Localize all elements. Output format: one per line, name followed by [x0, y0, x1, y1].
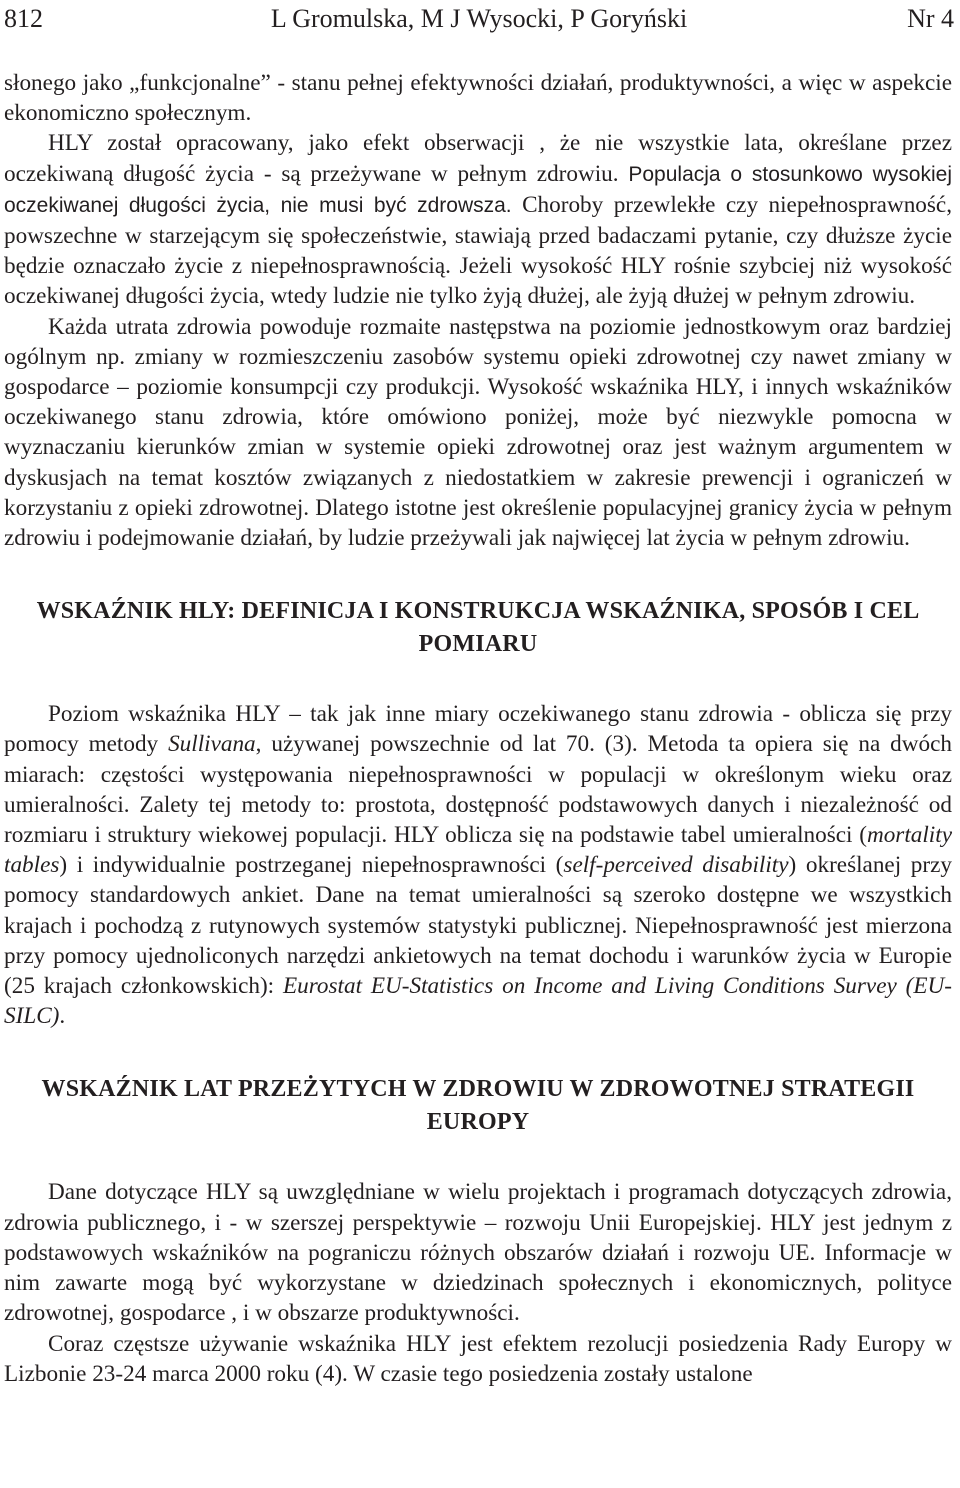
paragraph-5-text: Dane dotyczące HLY są uwzględniane w wielu projektach i programach dotyczących zdrowia, zdrowia publicznego, i - w szerszej perspektywie – rozwoju Unii Europejskiej. HLY jest jednym z podstawowych wskaźników na pograniczu różnych obszarów działań i rozwoju UE. Informacje w nim zawarte mogą być wykorzystane w dziedzinach społecznych i ekonomicznych, polityce zdrowotnej, gospodarce , i w obszarze produktywności.: [4, 1179, 952, 1327]
paragraph-2-text-b: Populacja o stosunkowo wysokiej oczekiwanej długości życia, nie musi być zdrowsza.: [4, 162, 952, 217]
paragraph-3: [4, 312, 952, 554]
paragraph-5: [4, 1177, 952, 1328]
paragraph-4-text-b: , używanej powszechnie od lat 70. (3). Metoda ta opiera się na dwóch miarach: częstości występowania niepełnosprawności w populacji w określonym wieku oraz umieralności. Zalety tej metody to: prostota, dostępność podstawowych danych i niezależność od rozmiaru i struktury wiekowej populacji. HLY oblicza się na podstawie tabel umieralności (: [4, 731, 952, 849]
paragraph-1: [4, 68, 952, 128]
header-authors: L Gromulska, M J Wysocki, P Goryński: [270, 4, 688, 33]
paragraph-1-text: słonego jako „funkcjonalne” - stanu pełnej efektywności działań, produktywności, a więc w aspekcie ekonomiczno społecznym.: [4, 70, 952, 127]
paragraph-4-text-d: ) określanej przy pomocy standardowych ankiet. Dane na temat umieralności są szeroko dostępne we wszystkich krajach i pochodzą z rutynowych systemów statystyki publicznej. Niepełnosprawność jest mierzona przy pomocy ujednoliconych narzędzi ankietowych na temat dochodu i warunków życia w Europie (25 krajach członkowskich):: [4, 852, 952, 1000]
paragraph-6-text: Coraz częstsze używanie wskaźnika HLY jest efektem rezolucji posiedzenia Rady Europy w Lizbonie 23-24 marca 2000 roku (4). W czasie tego posiedzenia zostały ustalone: [4, 1330, 952, 1387]
paragraph-4: [4, 699, 952, 1031]
issue-number: Nr 4: [907, 4, 954, 33]
page-number: 812: [4, 4, 43, 33]
paragraph-4-italic-mortality: mortality tables: [4, 822, 952, 879]
paragraph-4-text-e: .: [59, 1003, 66, 1030]
paragraph-3-text: Każda utrata zdrowia powoduje rozmaite następstwa na poziomie jednostkowym oraz bardziej ogólnym np. zmiany w rozmieszczeniu zasobów systemu opieki zdrowotnej czy nawet zmiany w gospodarce – poziomie konsumpcji czy produkcji. Wysokość wskaźnika HLY, i innych wskaźników oczekiwanego stanu zdrowia, które omówiono poniżej, może być niezwykle pomocna w wyznaczaniu kierunków zmian w systemie opieki zdrowotnej oraz jest ważnym argumentem w dyskusjach na temat kosztów związanych z niedostatkiem w zakresie prewencji i ograniczeń w korzystaniu z opieki zdrowotnej. Dlatego istotne jest określenie populacyjnej granicy życia w pełnym zdrowiu i podejmowanie działań, by ludzie przeżywali jak najwięcej lat życia w pełnym zdrowiu.: [4, 313, 952, 552]
article-body: [4, 68, 952, 1389]
paragraph-4-text-a: Poziom wskaźnika HLY – tak jak inne miary oczekiwanego stanu zdrowia - oblicza się przy pomocy metody: [4, 701, 952, 758]
paragraph-2-text-a: HLY został opracowany, jako efekt obserwacji , że nie wszystkie lata, określane przez oczekiwaną długość życia - są przeżywane w pełnym zdrowiu.: [4, 130, 952, 187]
paragraph-2-text-c: Choroby przewlekłe czy niepełnosprawność, powszechne w starzejącym się społeczeństwie, stawiają przed badaczami pytanie, czy dłuższe życie będzie oznaczało życie z niepełnosprawnością. Jeżeli wysokość HLY rośnie szybciej niż wysokość oczekiwanej długości życia, wtedy ludzie nie tylko żyją dłużej, ale żyją dłużej w pełnym zdrowiu.: [4, 191, 953, 310]
section-heading-2: WSKAŹNIK LAT PRZEŻYTYCH W ZDROWIU W ZDROWOTNEJ STRATEGII EUROPY: [41, 1076, 915, 1136]
section-heading-1: WSKAŹNIK HLY: DEFINICJA I KONSTRUKCJA WSKAŹNIKA, SPOSÓB I CEL POMIARU: [36, 598, 920, 658]
paragraph-4-italic-disability: self-perceived disability: [563, 852, 789, 879]
paragraph-2: [4, 128, 952, 311]
paragraph-4-text-c: ) i indywidualnie postrzeganej niepełnosprawności (: [59, 852, 564, 879]
paragraph-6: [4, 1329, 952, 1389]
paragraph-4-italic-sullivana: Sullivana: [168, 731, 256, 758]
paragraph-4-italic-eusilc: Eurostat EU-Statistics on Income and Living Conditions Survey (EU-SILC): [4, 973, 953, 1030]
running-header: [4, 0, 954, 40]
